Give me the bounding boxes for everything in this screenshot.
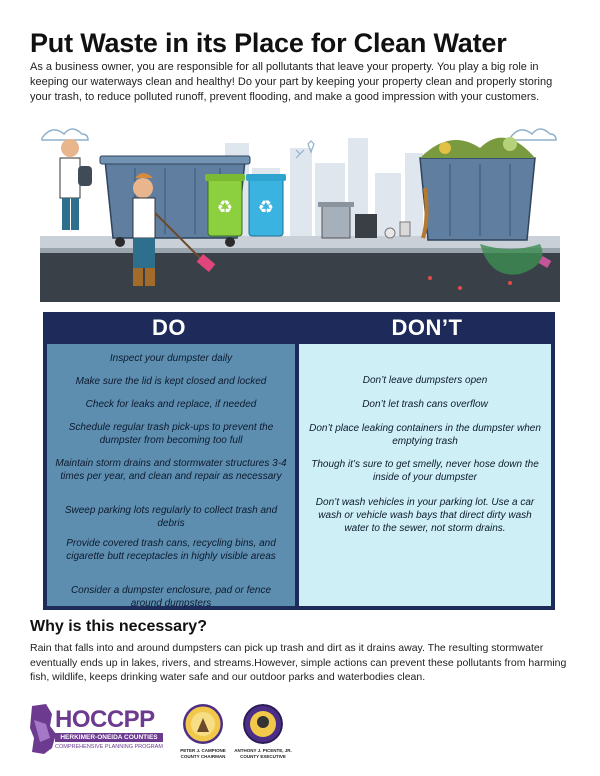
svg-text:♻: ♻	[257, 197, 275, 218]
illustration-dumpsters	[40, 118, 560, 302]
svg-text:♻: ♻	[216, 197, 234, 218]
dont-item: Don’t wash vehicles in your parking lot. Use a car wash or vehicle wash bays that direct dirty wash water to the sewer, not storm drains.	[315, 497, 535, 534]
why-heading: Why is this necessary?	[30, 618, 207, 635]
oneida-county-seal-icon	[243, 704, 283, 744]
hoccpp-logo	[28, 700, 163, 760]
dont-item: Don’t place leaking containers in the dumpster when emptying trash	[309, 423, 541, 447]
intro-paragraph: As a business owner, you are responsible for all pollutants that leave your property. You play a big role in keeping our waterways clean and healthy! Do your part by keeping your property clean and properly storing your trash, to reduce polluted runoff, prevent flooding, and make a good impression with your customers.	[30, 61, 553, 103]
do-item: Sweep parking lots regularly to collect trash and debris	[64, 505, 278, 529]
hoccpp-logo-line2: COMPREHENSIVE PLANNING PROGRAM	[55, 744, 163, 750]
seal2-caption-title: COUNTY EXECUTIVE	[240, 754, 286, 759]
dont-heading: DON’T	[391, 315, 463, 340]
hoccpp-logo-line1: HERKIMER-ONEIDA COUNTIES	[55, 733, 163, 742]
footer-logos	[0, 698, 600, 776]
dont-item: Don’t let trash cans overflow	[362, 399, 488, 410]
dont-item: Though it’s sure to get smelly, never hose down the inside of your dumpster	[311, 459, 539, 483]
page-title: Put Waste in its Place for Clean Water	[30, 28, 507, 58]
do-item: Consider a dumpster enclosure, pad or fence around dumpsters	[70, 585, 272, 609]
herkimer-county-seal-icon	[183, 704, 223, 744]
do-dont-table	[43, 312, 555, 610]
seal1-caption-name: PETER J. CAMPIONE	[180, 748, 226, 753]
seal2-caption-name: ANTHONY J. PICENTE, JR.	[234, 748, 292, 753]
seal1-caption-title: COUNTY CHAIRMAN	[180, 754, 226, 759]
do-item: Schedule regular trash pick-ups to prevent the dumpster from becoming too full	[68, 422, 274, 446]
county-map-icon	[28, 700, 58, 760]
dont-column	[299, 344, 551, 606]
dont-item: Don’t leave dumpsters open	[362, 375, 488, 386]
hoccpp-logo-text: HOCCPP	[55, 706, 155, 733]
do-heading: DO	[152, 315, 186, 340]
do-item: Maintain storm drains and stormwater structures 3-4 times per year, and clean and repair as necessary	[55, 458, 287, 482]
do-item: Inspect your dumpster daily	[109, 353, 233, 364]
do-item: Provide covered trash cans, recycling bins, and cigarette butt receptacles in highly visible areas	[66, 538, 276, 562]
do-item: Check for leaks and replace, if needed	[85, 399, 257, 410]
do-item: Make sure the lid is kept closed and locked	[75, 376, 267, 387]
do-column	[47, 344, 295, 609]
why-paragraph: Rain that falls into and around dumpsters can pick up trash and dirt as it drains away. The resulting stormwater eventually ends up in lakes, rivers, and streams.However, simple actions can prevent these pollutants from harming fish, wildlife, keeps drinking water safe and our outdoor parks and waterbodies clean.	[30, 642, 567, 683]
